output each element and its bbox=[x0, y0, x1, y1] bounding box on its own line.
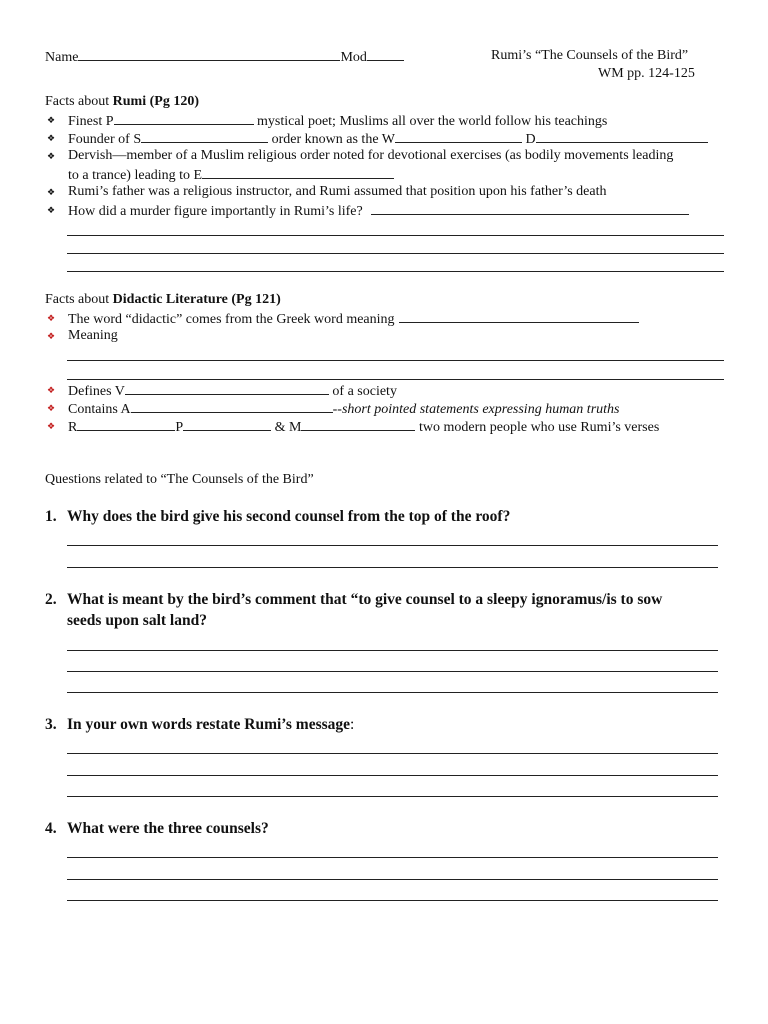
answer-line[interactable] bbox=[67, 796, 718, 797]
fill-blank[interactable] bbox=[131, 400, 333, 413]
answer-line[interactable] bbox=[67, 692, 718, 693]
answer-line[interactable] bbox=[67, 271, 724, 272]
fill-blank[interactable] bbox=[183, 418, 271, 431]
rumi-heading bbox=[45, 94, 199, 110]
fill-blank[interactable] bbox=[141, 130, 268, 143]
diamond-bullet-icon: ❖ bbox=[46, 205, 56, 215]
question-2-cont bbox=[67, 612, 207, 630]
didactic-fact-2: Meaning bbox=[68, 328, 118, 343]
fill-blank[interactable] bbox=[202, 166, 394, 179]
fact-text: R bbox=[68, 420, 78, 435]
question-2 bbox=[45, 591, 662, 609]
fill-blank[interactable] bbox=[536, 130, 708, 143]
diamond-bullet-icon: ❖ bbox=[46, 133, 56, 143]
answer-line[interactable] bbox=[67, 900, 718, 901]
diamond-bullet-icon: ❖ bbox=[46, 151, 56, 161]
fill-blank[interactable] bbox=[371, 202, 689, 215]
didactic-heading-prefix: Facts about bbox=[45, 292, 113, 307]
didactic-fact-1 bbox=[68, 310, 639, 328]
answer-line[interactable] bbox=[67, 879, 718, 880]
questions-intro: Questions related to “The Counsels of the Bird” bbox=[45, 472, 314, 487]
question-text: What is meant by the bird’s comment that “to give counsel to a sleepy ignoramus/is to sow bbox=[67, 591, 663, 608]
name-label-text: Name bbox=[45, 50, 79, 65]
spacer bbox=[363, 203, 371, 215]
answer-line[interactable] bbox=[67, 360, 724, 361]
question-1 bbox=[45, 508, 510, 526]
fill-blank[interactable] bbox=[125, 382, 329, 395]
fact-text: D bbox=[522, 132, 536, 147]
fact-text: to a trance) leading to E bbox=[68, 168, 203, 183]
fact-text: two modern people who use Rumi’s verses bbox=[415, 420, 660, 435]
question-text: What were the three counsels? bbox=[67, 820, 269, 837]
diamond-bullet-icon: ❖ bbox=[46, 385, 56, 395]
rumi-heading-bold: Rumi (Pg 120) bbox=[112, 94, 199, 109]
answer-line[interactable] bbox=[67, 671, 718, 672]
fact-text: Defines V bbox=[68, 384, 125, 399]
answer-line[interactable] bbox=[67, 253, 724, 254]
worksheet-title: Rumi’s “The Counsels of the Bird” bbox=[491, 48, 689, 63]
didactic-fact-3 bbox=[68, 382, 397, 400]
question-number: 1. bbox=[45, 508, 57, 525]
fact-text: The word “didactic” comes from the Greek word meaning bbox=[68, 312, 395, 327]
question-number: 2. bbox=[45, 591, 57, 608]
fact-text: order known as the W bbox=[268, 132, 395, 147]
question-3 bbox=[45, 716, 354, 734]
question-number: 4. bbox=[45, 820, 57, 837]
fill-blank[interactable] bbox=[395, 130, 522, 143]
question-text: seeds upon salt land? bbox=[67, 612, 207, 629]
question-suffix: : bbox=[350, 716, 355, 733]
fill-blank[interactable] bbox=[114, 112, 254, 125]
fact-text: P bbox=[175, 420, 184, 435]
question-number: 3. bbox=[45, 716, 57, 733]
fact-text: mystical poet; Muslims all over the world follow his teachings bbox=[253, 114, 608, 129]
fill-blank[interactable] bbox=[301, 418, 415, 431]
didactic-fact-5 bbox=[68, 418, 659, 436]
page-reference: WM pp. 124-125 bbox=[598, 66, 695, 81]
rumi-fact-3: Dervish—member of a Muslim religious order noted for devotional exercises (as bodily movements leading bbox=[68, 148, 674, 163]
diamond-bullet-icon: ❖ bbox=[46, 403, 56, 413]
answer-line[interactable] bbox=[67, 235, 724, 236]
fact-text: Finest P bbox=[68, 114, 114, 129]
fact-italic-text: --short pointed statements expressing human truths bbox=[332, 402, 620, 417]
name-label bbox=[45, 48, 404, 66]
question-4 bbox=[45, 820, 269, 838]
fact-text: How did a murder figure importantly in Rumi’s life? bbox=[68, 204, 363, 219]
answer-line[interactable] bbox=[67, 379, 724, 380]
fact-text: Founder of S bbox=[68, 132, 142, 147]
answer-line[interactable] bbox=[67, 650, 718, 651]
rumi-fact-5 bbox=[68, 202, 689, 220]
question-text: In your own words restate Rumi’s message bbox=[67, 716, 351, 733]
didactic-fact-4 bbox=[68, 400, 619, 418]
rumi-fact-3-cont bbox=[68, 166, 394, 184]
diamond-bullet-icon: ❖ bbox=[46, 331, 56, 341]
rumi-heading-prefix: Facts about bbox=[45, 94, 113, 109]
answer-line[interactable] bbox=[67, 753, 718, 754]
answer-line[interactable] bbox=[67, 545, 718, 546]
rumi-fact-1 bbox=[68, 112, 607, 130]
fact-text: of a society bbox=[328, 384, 397, 399]
diamond-bullet-icon: ❖ bbox=[46, 115, 56, 125]
mod-label: Mod bbox=[340, 50, 367, 65]
didactic-heading-bold: Didactic Literature (Pg 121) bbox=[112, 292, 281, 307]
rumi-fact-4: Rumi’s father was a religious instructor, and Rumi assumed that position upon his father’s death bbox=[68, 184, 607, 199]
answer-line[interactable] bbox=[67, 775, 718, 776]
diamond-bullet-icon: ❖ bbox=[46, 313, 56, 323]
name-field[interactable] bbox=[78, 48, 340, 61]
answer-line[interactable] bbox=[67, 567, 718, 568]
didactic-heading bbox=[45, 292, 281, 308]
fill-blank[interactable] bbox=[77, 418, 175, 431]
question-text: Why does the bird give his second counsel from the top of the roof? bbox=[67, 508, 511, 525]
answer-line[interactable] bbox=[67, 857, 718, 858]
diamond-bullet-icon: ❖ bbox=[46, 187, 56, 197]
fact-text: & M bbox=[271, 420, 302, 435]
mod-field[interactable] bbox=[367, 48, 404, 61]
fill-blank[interactable] bbox=[399, 310, 639, 323]
diamond-bullet-icon: ❖ bbox=[46, 421, 56, 431]
fact-text: Contains A bbox=[68, 402, 131, 417]
rumi-fact-2 bbox=[68, 130, 708, 148]
